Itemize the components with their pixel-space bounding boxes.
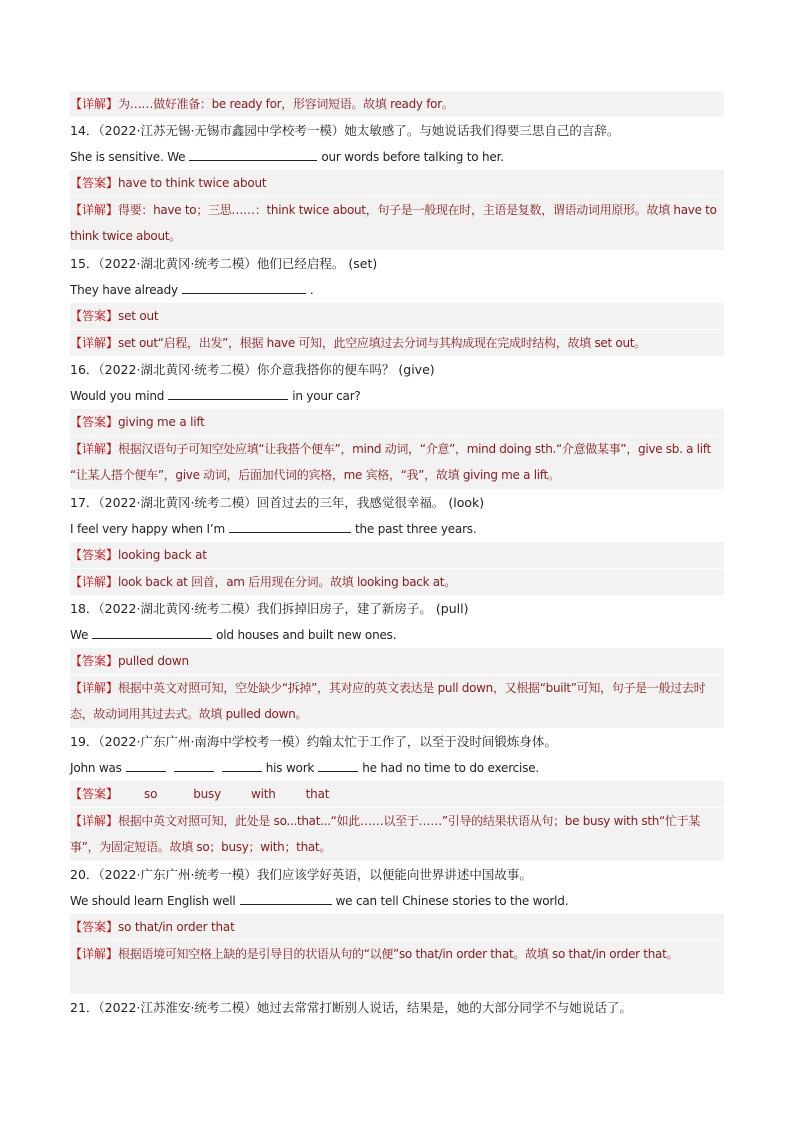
- answer-blank-3[interactable]: [222, 755, 262, 772]
- answer-blank[interactable]: [182, 277, 306, 294]
- detail-row-17: [70, 569, 724, 595]
- english-sentence-20: [70, 888, 724, 914]
- answer-word-1: so: [144, 787, 158, 801]
- question-14: [70, 118, 724, 144]
- sentence-after: old houses and built new ones.: [216, 628, 397, 642]
- question-text: 15．（2022·湖北黄冈·统考二模）他们已经启程。 (set): [70, 256, 378, 271]
- question-19: [70, 729, 724, 755]
- question-20: [70, 862, 724, 888]
- answer-blank[interactable]: [229, 516, 351, 533]
- answer-blank-2[interactable]: [174, 755, 214, 772]
- question-text: 14．（2022·江苏无锡·无锡市鑫园中学校考一模）她太敏感了。与她说话我们得要三思自己的言辞。: [70, 123, 620, 138]
- question-text: 18．（2022·湖北黄冈·统考二模）我们拆掉旧房子，建了新房子。 (pull): [70, 601, 469, 616]
- sentence-before: I feel very happy when I’m: [70, 522, 226, 536]
- answer-text: looking back at: [118, 548, 207, 562]
- answer-tag: 【答案】: [70, 787, 119, 801]
- detail-tag: 【详解】: [70, 814, 119, 828]
- sentence-before: She is sensitive. We: [70, 150, 186, 164]
- question-15: [70, 251, 724, 277]
- sentence-before: Would you mind: [70, 389, 165, 403]
- answer-tag: 【答案】: [70, 548, 119, 562]
- question-21: [70, 995, 724, 1021]
- question-18: [70, 596, 724, 622]
- detail-row-15: [70, 330, 724, 356]
- detail-tag: 【详解】: [70, 442, 119, 456]
- sentence-before: They have already: [70, 283, 178, 297]
- answer-tag: 【答案】: [70, 654, 119, 668]
- answer-blank[interactable]: [168, 383, 288, 400]
- sentence-after: we can tell Chinese stories to the world.: [335, 894, 569, 908]
- detail-text: 根据中英文对照可知，空处缺少“拆掉”，其对应的英文表达是 pull down，又根据“built”可知，句子是一般过去时态，故动词用其过去式。故填 pulled down。: [70, 681, 706, 721]
- question-text: 16．（2022·湖北黄冈·统考二模）你介意我搭你的便车吗？ (give): [70, 362, 435, 377]
- sentence-after: the past three years.: [355, 522, 477, 536]
- detail-text: 得要：have to；三思……：think twice about，句子是一般现在时，主语是复数，谓语动词用原形。故填 have to think twice about。: [70, 203, 717, 243]
- sentence-part-3: he had no time to do exercise.: [362, 761, 540, 775]
- english-sentence-18: [70, 622, 724, 648]
- detail-row-14: [70, 197, 724, 250]
- detail-tag: 【详解】: [70, 97, 119, 111]
- question-text: 21．（2022·江苏淮安·统考二模）她过去常常打断别人说话，结果是，她的大部分同学不与她说话了。: [70, 1000, 632, 1015]
- answer-blank[interactable]: [189, 144, 317, 161]
- question-text: 19．（2022·广东广州·南海中学校考一模）约翰太忙于工作了，以至于没时间锻炼身体。: [70, 734, 557, 749]
- detail-text: 根据中英文对照可知，此处是 so...that...“如此……以至于……”引导的结果状语从句；be busy with sth“忙于某事”，为固定短语。故填 so；busy；with；that。: [70, 814, 701, 854]
- sentence-after: .: [309, 283, 314, 297]
- english-sentence-16: [70, 383, 724, 409]
- sentence-after: in your car?: [292, 389, 361, 403]
- question-text: 20．（2022·广东广州·统考一模）我们应该学好英语，以便能向世界讲述中国故事。: [70, 867, 532, 882]
- answer-tag: 【答案】: [70, 920, 119, 934]
- detail-row-19: [70, 808, 724, 861]
- detail-text: look back at 回首，am 后用现在分词。故填 looking back at。: [118, 575, 456, 589]
- detail-text: 根据汉语句子可知空处应填“让我搭个便车”，mind 动词，“介意”，mind doing sth.“介意做某事”，give sb. a lift “让某人搭个便车”，give 动词，后面加代词的宾格，me 宾格，“我”，故填 giving me a lift。: [70, 442, 711, 482]
- detail-tag: 【详解】: [70, 681, 119, 695]
- detail-text: 为……做好准备：be ready for，形容词短语。故填 ready for。: [118, 97, 454, 111]
- sentence-before: We should learn English well: [70, 894, 236, 908]
- detail-row-16: [70, 436, 724, 489]
- english-sentence-14: [70, 144, 724, 170]
- question-text: 17．（2022·湖北黄冈·统考二模）回首过去的三年，我感觉很幸福。 (look): [70, 495, 485, 510]
- sentence-before: We: [70, 628, 89, 642]
- sentence-part-1: John was: [70, 761, 122, 775]
- detail-text: 根据语境可知空格上缺的是引导目的状语从句的“以便”so that/in order that。故填 so that/in order that。: [118, 947, 679, 961]
- detail-tag: 【详解】: [70, 947, 119, 961]
- sentence-after: our words before talking to her.: [321, 150, 504, 164]
- answer-tag: 【答案】: [70, 176, 119, 190]
- question-16: [70, 357, 724, 383]
- answer-row-16: [70, 409, 724, 435]
- answer-blank-1[interactable]: [126, 755, 166, 772]
- answer-row-17: [70, 542, 724, 568]
- detail-row-18: [70, 675, 724, 728]
- english-sentence-17: [70, 516, 724, 542]
- detail-tag: 【详解】: [70, 575, 119, 589]
- answer-row-19: [70, 781, 724, 807]
- answer-word-4: that: [305, 787, 330, 801]
- sentence-part-2: his work: [265, 761, 315, 775]
- answer-word-2: busy: [193, 787, 221, 801]
- answer-text: set out: [118, 309, 159, 323]
- answer-blank[interactable]: [92, 622, 212, 639]
- detail-tag: 【详解】: [70, 336, 119, 350]
- answer-row-18: [70, 648, 724, 674]
- answer-text: have to think twice about: [118, 176, 267, 190]
- detail-row: [70, 91, 724, 117]
- answer-blank-4[interactable]: [318, 755, 358, 772]
- detail-text: set out“启程，出发”，根据 have 可知，此空应填过去分词与其构成现在完成时结构，故填 set out。: [118, 336, 646, 350]
- answer-text: giving me a lift: [118, 415, 205, 429]
- answer-blank[interactable]: [240, 888, 332, 905]
- answer-word-3: with: [251, 787, 276, 801]
- answer-row-15: [70, 303, 724, 329]
- answer-row-20: [70, 914, 724, 940]
- answer-text: so that/in order that: [118, 920, 235, 934]
- answer-text: pulled down: [118, 654, 189, 668]
- answer-row-14: [70, 170, 724, 196]
- english-sentence-15: [70, 277, 724, 303]
- detail-row-20: [70, 941, 724, 994]
- answer-tag: 【答案】: [70, 415, 119, 429]
- answer-tag: 【答案】: [70, 309, 119, 323]
- question-17: [70, 490, 724, 516]
- english-sentence-19: [70, 755, 724, 781]
- detail-tag: 【详解】: [70, 203, 119, 217]
